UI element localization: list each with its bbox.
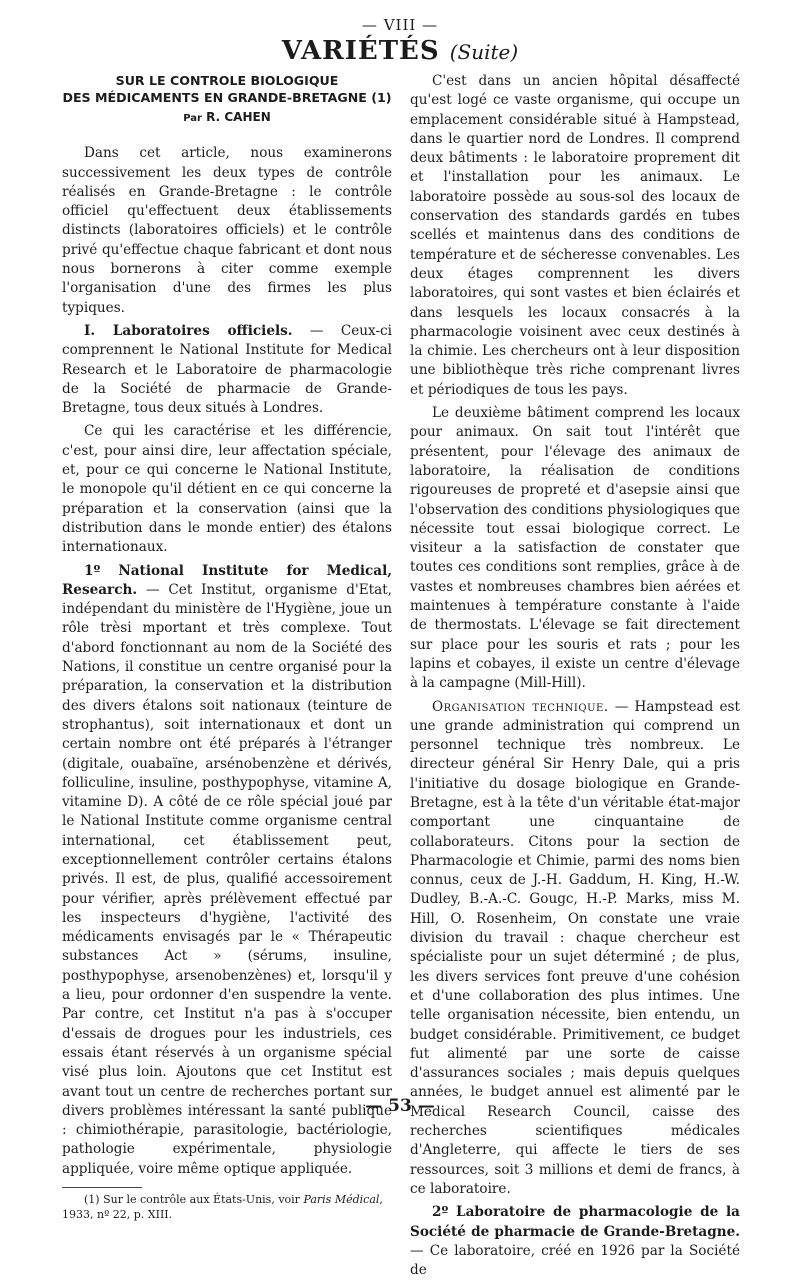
heading-organisation: Organisation technique. xyxy=(432,698,609,715)
paragraph-national-institute xyxy=(62,562,392,1180)
paragraph-official-labs xyxy=(62,322,392,418)
article-byline xyxy=(62,108,392,128)
footnote-journal: Paris Médical xyxy=(303,1193,380,1207)
footnote-divider xyxy=(62,1187,142,1188)
paragraph-organisation xyxy=(410,698,740,1200)
footnote-tail: , 1933, nº 22, p. XIII. xyxy=(62,1193,383,1222)
byline-prefix: Par xyxy=(183,113,202,124)
heading-official-labs: I. Laboratoires officiels. xyxy=(84,322,293,339)
paragraph-organisation-text: — Hampstead est une grande administration qui comprend un personnel technique très nombreux. Le directeur général Sir Henry Dale, qui a pris l'initiative du dosage biologique en Grande-Bretagne, est à la tête d'un véritable état-major comportant une cinquantaine de collaborateurs. Citons pour la section de Pharmacologie et Chimie, parmi des noms bien connus, ceux de J.-H. Gaddum, H. King, H.-W. Dudley, B.-A.-C. Gougc, H.-P. Marks, miss M. Hill, O. Rosenheim, On constate une vraie division du travail : chaque chercheur est spécialiste pour un sujet déterminé ; de plus, les divers services font preuve d'une cohésion et d'une collaboration des plus intimes. Une telle organisation nécessite, bien entendu, un budget considérable. Primitivement, ce budget fut alimenté par une sorte de caisse d'assurances sociales ; mais depuis quelques années, le budget annuel est alimenté par le Medical Research Council, caisse des recherches scientifiques médicales d'Angleterre, qui affecte le tiers de ses ressources, soit 3 millions et demi de francs, à ce laboratoire. xyxy=(410,698,740,1197)
paragraph-animal-building: Le deuxième bâtiment comprend les locaux pour animaux. On sait tout l'intérêt que présentent, pour l'élevage des animaux de laboratoire, la réalisation de conditions rigoureuses de propreté et d'asepsie ainsi que l'observation des conditions physiologiques que nécessite tout essai biologique correct. Le visiteur a la satisfaction de constater que toutes ces conditions sont remplies, grâce à de vastes et nombreuses chambres bien aérées et maintenues à température constante à l'aide de thermostats. L'élevage se fait directement sur place pour les souris et rats ; pour les lapins et cobayes, il existe un centre d'élevage à la campagne (Mill-Hill). xyxy=(410,405,740,692)
footnote xyxy=(62,1192,392,1222)
paragraph-pharmacology-lab xyxy=(410,1203,740,1280)
paragraph-pharmacology-lab-text: — Ce laboratoire, créé en 1926 par la Société de xyxy=(410,1242,740,1279)
section-title-suffix: (Suite) xyxy=(449,40,519,64)
page-roman-numeral: — VIII — xyxy=(361,16,439,34)
paragraph-official-labs-text: — Ceux-ci comprennent le National Institute for Medical Research et le Laboratoire de pharmacologie de la Société de pharmacie de Grande-Bretagne, tous deux situés à Londres. xyxy=(62,322,393,417)
left-column xyxy=(62,72,392,1226)
paragraph-intro: Dans cet article, nous examinerons successivement les deux types de contrôle réalisés en Grande-Bretagne : le contrôle officiel qu'effectuent deux établissements distincts (laboratoires officiels) et le contrôle privé qu'effectue chaque fabricant et dont nous nous bornerons à citer comme exemple l'organisation d'une des firmes les plus typiques. xyxy=(62,145,392,316)
section-title xyxy=(0,36,800,66)
section-title-text: VARIÉTÉS xyxy=(281,36,440,66)
paragraph-hampstead: C'est dans un ancien hôpital désaffecté qu'est logé ce vaste organisme, qui occupe un emplacement considérable situé à Hampstead, dans le quartier nord de Londres. Il comprend deux bâtiments : le laboratoire proprement dit et l'installation pour les animaux. Le laboratoire possède au sous-sol des locaux de conservation des standards gardés en tubes scellés et maintenus dans des conditions de température et de sécheresse convenables. Les deux étages comprennent les divers laboratoires, qui sont vastes et bien éclairés et dans lesquels les locaux consacrés à la pharmacologie voisinent avec ceux destinés à la chimie. Les chercheurs ont à leur disposition une bibliothèque très riche comprenant livres et périodiques de tous les pays. xyxy=(410,73,740,398)
article-title-line-2: DES MÉDICAMENTS EN GRANDE-BRETAGNE (1) xyxy=(62,90,392,105)
paragraph-national-institute-text: — Cet Institut, organisme d'Etat, indépendant du ministère de l'Hygiène, joue un rôle trèsi mportant et très complexe. Tout d'abord fonctionnant au nom de la Société des Nations, il constitue un centre organisé pour la préparation, la conservation et la distribution des divers étalons soit nationaux (teinture de strophantus), soit internationaux et dont un certain nombre ont été préparés à l'étranger (digitale, ouabaïne, arsénobenzène et dérivés, folliculine, insuline, posthypophyse, vitamine A, vitamine D). A côté de ce rôle spécial joué par le National Institute comme organisme central international, cet établissement peut, exceptionnellement contrôler certains étalons privés. Il est, de plus, qualifié accessoirement pour vérifier, après prélèvement effectué par les inspecteurs d'hygiène, l'activité des médicaments envisagés par le « Thérapeutic substances Act » (sérums, insuline, posthypophyse, arsenobenzènes) et, lorsqu'il y a lieu, pour ordonner d'en suspendre la vente. Par contre, cet Institut n'a pas à s'occuper d'essais de drogues pour les industriels, ces essais étant réservés à un organisme spécial visé plus loin. Ajoutons que cet Institut est avant tout un centre de recherches portant sur divers problèmes intéressant la santé publique : chimiothérapie, parasitologie, bactériologie, pathologie expérimentale, physiologie appliquée, voire même optique appliquée. xyxy=(62,581,392,1177)
page-number: — 53 — xyxy=(365,1096,435,1116)
heading-pharmacology-lab: 2º Laboratoire de pharmacologie de la Société de pharmacie de Grande-Bretagne. xyxy=(410,1204,740,1240)
article-title xyxy=(62,72,392,106)
footnote-lead: (1) Sur le contrôle aux États-Unis, voir xyxy=(84,1193,304,1207)
byline-author: R. CAHEN xyxy=(206,110,271,124)
paragraph-characteristics: Ce qui les caractérise et les différencie, c'est, pour ainsi dire, leur affectation spéciale, et, pour ce qui concerne le National Institute, le monopole qu'il détient en ce qui concerne la préparation et la conservation (ainsi que la distribution dans le monde entier) des étalons internationaux. xyxy=(62,423,392,556)
article-title-line-1: SUR LE CONTROLE BIOLOGIQUE xyxy=(115,73,339,88)
heading-national-institute: 1º National Institute for Medical, Research. xyxy=(62,562,392,598)
